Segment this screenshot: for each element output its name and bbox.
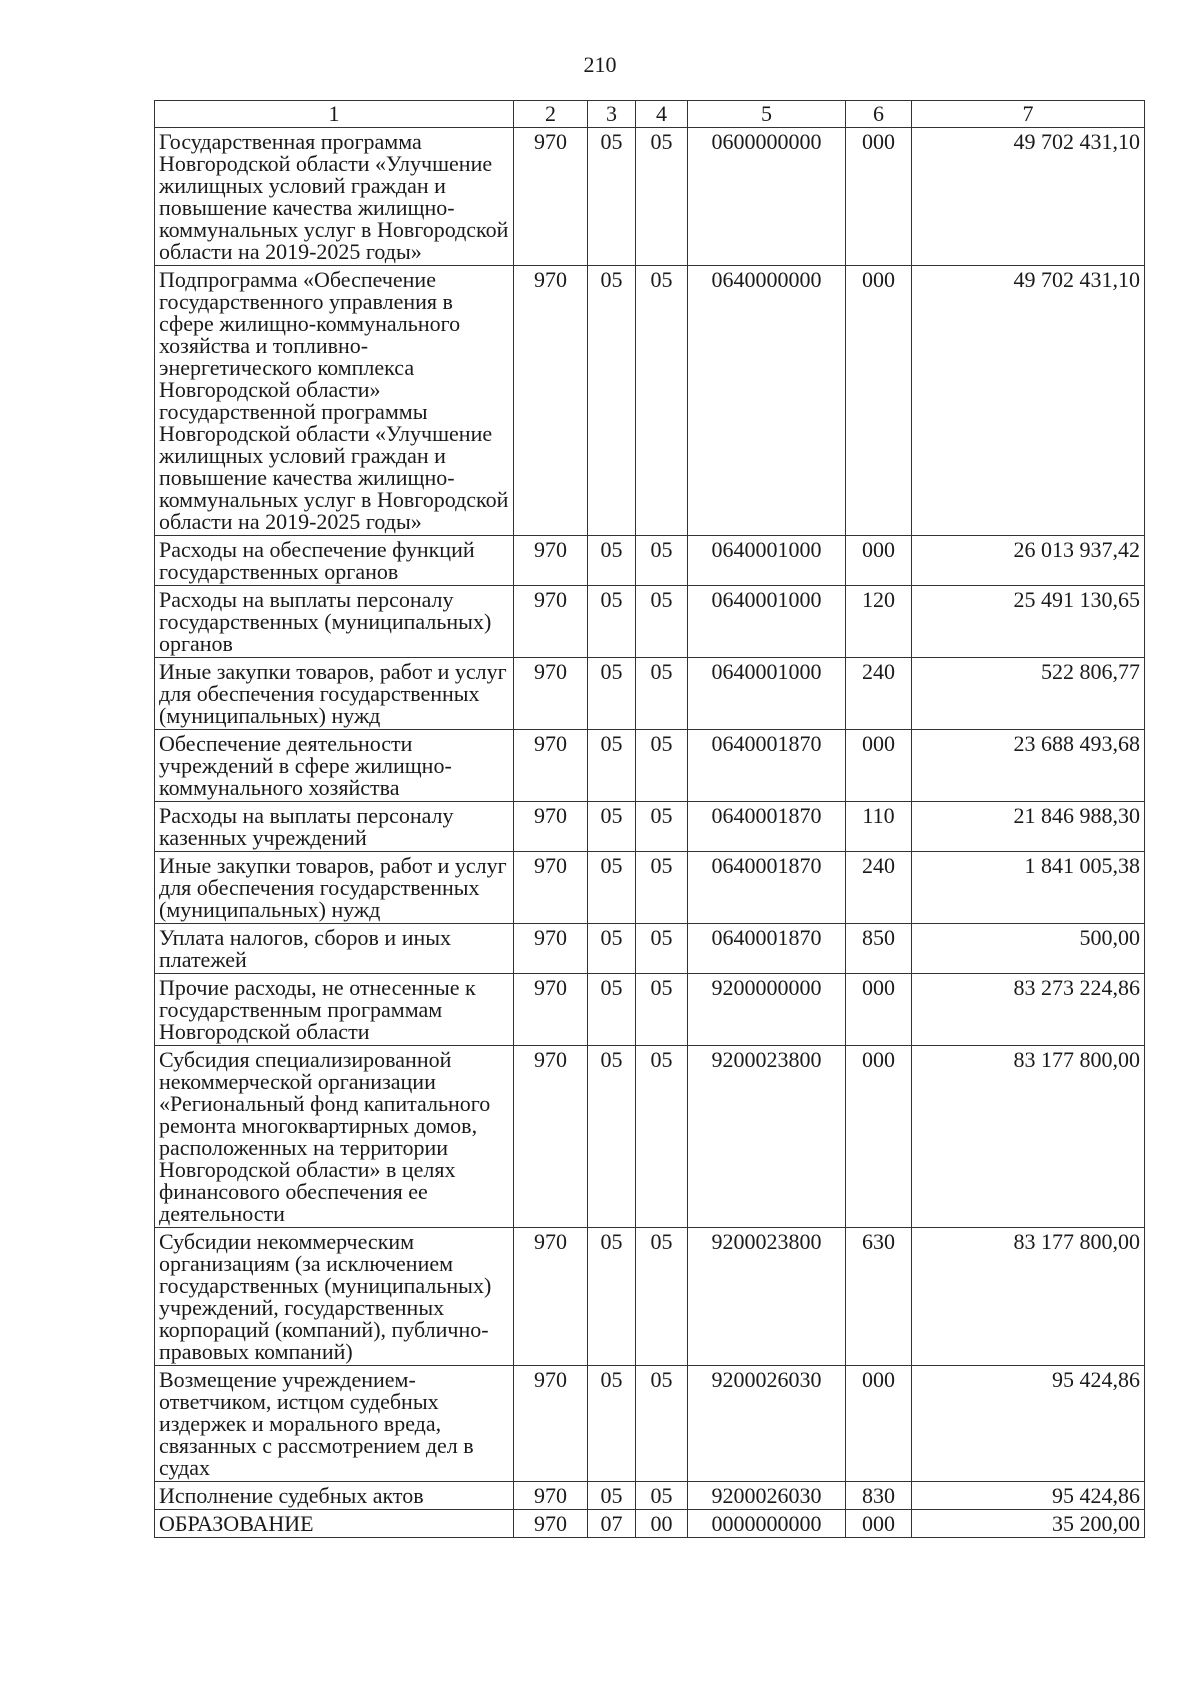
expense-name-cell: Уплата налогов, сборов и иных платежей <box>155 924 514 974</box>
ministry-code-cell: 970 <box>514 802 588 852</box>
ministry-code-cell: 970 <box>514 266 588 536</box>
subsection-code-cell: 05 <box>636 1228 688 1366</box>
amount-cell: 500,00 <box>912 924 1145 974</box>
section-code-cell: 05 <box>588 1366 636 1482</box>
amount-cell: 49 702 431,10 <box>912 266 1145 536</box>
expense-name-cell: ОБРАЗОВАНИЕ <box>155 1510 514 1538</box>
header-row <box>155 101 1145 128</box>
table-row <box>155 1482 1145 1510</box>
target-article-cell: 0600000000 <box>688 128 846 266</box>
column-header: 1 <box>155 101 514 128</box>
section-code-cell: 05 <box>588 852 636 924</box>
expense-name-cell: Расходы на обеспечение функций государственных органов <box>155 536 514 586</box>
table-row <box>155 924 1145 974</box>
ministry-code-cell: 970 <box>514 974 588 1046</box>
ministry-code-cell: 970 <box>514 1366 588 1482</box>
subsection-code-cell: 05 <box>636 128 688 266</box>
amount-cell: 95 424,86 <box>912 1482 1145 1510</box>
subsection-code-cell: 05 <box>636 266 688 536</box>
section-code-cell: 05 <box>588 128 636 266</box>
amount-cell: 83 177 800,00 <box>912 1046 1145 1228</box>
expense-name-cell: Субсидии некоммерческим организациям (за исключением государственных (муниципальных) учреждений, государственных корпораций (компаний), публично-правовых компаний) <box>155 1228 514 1366</box>
target-article-cell: 9200023800 <box>688 1046 846 1228</box>
budget-table <box>154 100 1145 1538</box>
amount-cell: 49 702 431,10 <box>912 128 1145 266</box>
expense-name-cell: Субсидия специализированной некоммерческой организации «Региональный фонд капитального ремонта многоквартирных домов, расположенных на территории Новгородской области» в целях финансового обеспечения ее деятельности <box>155 1046 514 1228</box>
target-article-cell: 9200023800 <box>688 1228 846 1366</box>
subsection-code-cell: 05 <box>636 536 688 586</box>
section-code-cell: 07 <box>588 1510 636 1538</box>
section-code-cell: 05 <box>588 730 636 802</box>
section-code-cell: 05 <box>588 974 636 1046</box>
expense-name-cell: Подпрограмма «Обеспечение государственного управления в сфере жилищно-коммунального хозяйства и топливно-энергетического комплекса Новгородской области» государственной программы Новгородской области «Улучшение жилищных условий граждан и повышение качества жилищно-коммунальных услуг в Новгородской области на 2019-2025 годы» <box>155 266 514 536</box>
ministry-code-cell: 970 <box>514 586 588 658</box>
table-row <box>155 1366 1145 1482</box>
expense-type-cell: 120 <box>846 586 912 658</box>
expense-type-cell: 000 <box>846 266 912 536</box>
expense-type-cell: 000 <box>846 536 912 586</box>
expense-type-cell: 830 <box>846 1482 912 1510</box>
amount-cell: 21 846 988,30 <box>912 802 1145 852</box>
subsection-code-cell: 05 <box>636 802 688 852</box>
section-code-cell: 05 <box>588 536 636 586</box>
expense-type-cell: 240 <box>846 852 912 924</box>
amount-cell: 26 013 937,42 <box>912 536 1145 586</box>
section-code-cell: 05 <box>588 924 636 974</box>
target-article-cell: 9200026030 <box>688 1482 846 1510</box>
table-row <box>155 586 1145 658</box>
expense-name-cell: Расходы на выплаты персоналу государственных (муниципальных) органов <box>155 586 514 658</box>
table-row <box>155 974 1145 1046</box>
ministry-code-cell: 970 <box>514 1510 588 1538</box>
target-article-cell: 0640001870 <box>688 730 846 802</box>
expense-name-cell: Обеспечение деятельности учреждений в сфере жилищно-коммунального хозяйства <box>155 730 514 802</box>
expense-type-cell: 000 <box>846 128 912 266</box>
ministry-code-cell: 970 <box>514 1482 588 1510</box>
expense-name-cell: Исполнение судебных актов <box>155 1482 514 1510</box>
target-article-cell: 0640000000 <box>688 266 846 536</box>
amount-cell: 95 424,86 <box>912 1366 1145 1482</box>
subsection-code-cell: 05 <box>636 658 688 730</box>
subsection-code-cell: 05 <box>636 852 688 924</box>
amount-cell: 83 177 800,00 <box>912 1228 1145 1366</box>
expense-type-cell: 000 <box>846 974 912 1046</box>
amount-cell: 1 841 005,38 <box>912 852 1145 924</box>
target-article-cell: 0000000000 <box>688 1510 846 1538</box>
column-header: 2 <box>514 101 588 128</box>
amount-cell: 35 200,00 <box>912 1510 1145 1538</box>
table-row <box>155 730 1145 802</box>
subsection-code-cell: 05 <box>636 924 688 974</box>
expense-type-cell: 110 <box>846 802 912 852</box>
section-code-cell: 05 <box>588 1228 636 1366</box>
amount-cell: 25 491 130,65 <box>912 586 1145 658</box>
ministry-code-cell: 970 <box>514 730 588 802</box>
expense-type-cell: 000 <box>846 1366 912 1482</box>
table-row <box>155 1046 1145 1228</box>
section-code-cell: 05 <box>588 266 636 536</box>
amount-cell: 23 688 493,68 <box>912 730 1145 802</box>
subsection-code-cell: 00 <box>636 1510 688 1538</box>
target-article-cell: 0640001000 <box>688 586 846 658</box>
expense-name-cell: Иные закупки товаров, работ и услуг для обеспечения государственных (муниципальных) нужд <box>155 658 514 730</box>
target-article-cell: 9200000000 <box>688 974 846 1046</box>
ministry-code-cell: 970 <box>514 536 588 586</box>
column-header: 4 <box>636 101 688 128</box>
table-row <box>155 266 1145 536</box>
amount-cell: 522 806,77 <box>912 658 1145 730</box>
target-article-cell: 0640001000 <box>688 658 846 730</box>
ministry-code-cell: 970 <box>514 924 588 974</box>
page-number: 210 <box>583 52 617 77</box>
ministry-code-cell: 970 <box>514 658 588 730</box>
table-row <box>155 536 1145 586</box>
amount-cell: 83 273 224,86 <box>912 974 1145 1046</box>
target-article-cell: 0640001870 <box>688 802 846 852</box>
table-row <box>155 658 1145 730</box>
expense-type-cell: 000 <box>846 1046 912 1228</box>
expense-name-cell: Иные закупки товаров, работ и услуг для обеспечения государственных (муниципальных) нужд <box>155 852 514 924</box>
subsection-code-cell: 05 <box>636 586 688 658</box>
table-body <box>155 128 1145 1538</box>
target-article-cell: 9200026030 <box>688 1366 846 1482</box>
table-row <box>155 1510 1145 1538</box>
subsection-code-cell: 05 <box>636 974 688 1046</box>
table-row <box>155 802 1145 852</box>
ministry-code-cell: 970 <box>514 128 588 266</box>
section-code-cell: 05 <box>588 1046 636 1228</box>
table-row <box>155 1228 1145 1366</box>
subsection-code-cell: 05 <box>636 730 688 802</box>
expense-name-cell: Возмещение учреждением-ответчиком, истцом судебных издержек и морального вреда, связанных с рассмотрением дел в судах <box>155 1366 514 1482</box>
expense-name-cell: Расходы на выплаты персоналу казенных учреждений <box>155 802 514 852</box>
ministry-code-cell: 970 <box>514 852 588 924</box>
subsection-code-cell: 05 <box>636 1046 688 1228</box>
expense-type-cell: 630 <box>846 1228 912 1366</box>
section-code-cell: 05 <box>588 802 636 852</box>
expense-name-cell: Прочие расходы, не отнесенные к государственным программам Новгородской области <box>155 974 514 1046</box>
ministry-code-cell: 970 <box>514 1228 588 1366</box>
subsection-code-cell: 05 <box>636 1482 688 1510</box>
expense-type-cell: 850 <box>846 924 912 974</box>
column-header: 6 <box>846 101 912 128</box>
target-article-cell: 0640001870 <box>688 852 846 924</box>
ministry-code-cell: 970 <box>514 1046 588 1228</box>
target-article-cell: 0640001000 <box>688 536 846 586</box>
subsection-code-cell: 05 <box>636 1366 688 1482</box>
column-header: 7 <box>912 101 1145 128</box>
section-code-cell: 05 <box>588 1482 636 1510</box>
column-header: 3 <box>588 101 636 128</box>
expense-type-cell: 000 <box>846 1510 912 1538</box>
target-article-cell: 0640001870 <box>688 924 846 974</box>
expense-type-cell: 240 <box>846 658 912 730</box>
expense-name-cell: Государственная программа Новгородской области «Улучшение жилищных условий граждан и повышение качества жилищно-коммунальных услуг в Новгородской области на 2019-2025 годы» <box>155 128 514 266</box>
section-code-cell: 05 <box>588 586 636 658</box>
section-code-cell: 05 <box>588 658 636 730</box>
table-row <box>155 852 1145 924</box>
column-header: 5 <box>688 101 846 128</box>
table-row <box>155 128 1145 266</box>
expense-type-cell: 000 <box>846 730 912 802</box>
